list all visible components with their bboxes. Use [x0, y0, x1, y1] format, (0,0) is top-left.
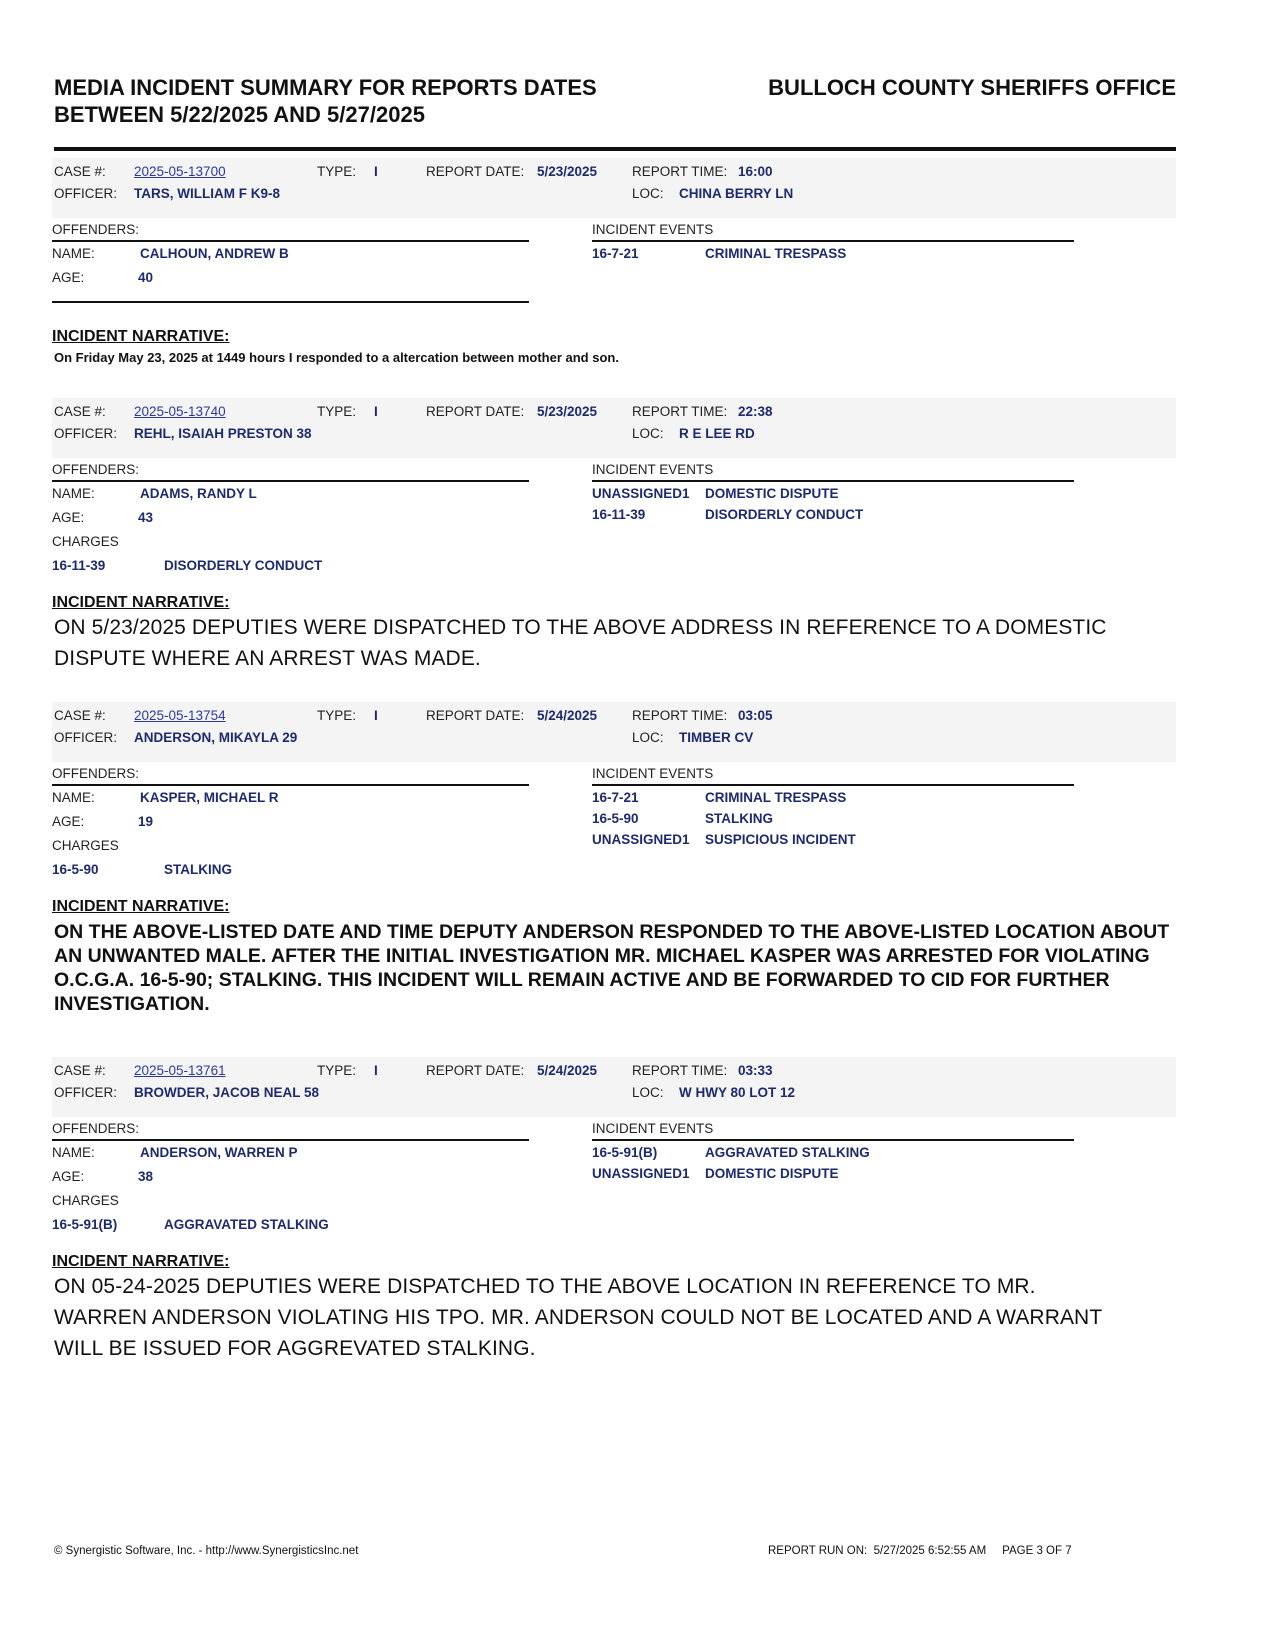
- loc-value: R E LEE RD: [679, 426, 755, 441]
- incident-events-rule: [592, 240, 1074, 242]
- incident-events-label: INCIDENT EVENTS: [592, 1121, 714, 1136]
- officer-value: REHL, ISAIAH PRESTON 38: [134, 426, 312, 441]
- report-date-value: 5/24/2025: [537, 1063, 598, 1078]
- report-date-value: 5/23/2025: [537, 164, 598, 179]
- event-code: UNASSIGNED1: [592, 1166, 690, 1181]
- report-title: [54, 74, 694, 128]
- offender-age: 38: [138, 1169, 154, 1184]
- report-time-label: REPORT TIME:: [632, 164, 728, 179]
- officer-label: OFFICER:: [54, 186, 117, 201]
- loc-value: CHINA BERRY LN: [679, 186, 794, 201]
- charge-code: 16-5-91(B): [52, 1217, 118, 1232]
- incident-events-rule: [592, 784, 1074, 786]
- narrative-heading: INCIDENT NARRATIVE:: [52, 1253, 230, 1270]
- case-number-link[interactable]: 2025-05-13740: [134, 404, 226, 419]
- event-code: 16-7-21: [592, 246, 639, 261]
- incident-events-label: INCIDENT EVENTS: [592, 462, 714, 477]
- case-number-link[interactable]: 2025-05-13761: [134, 1063, 226, 1078]
- incident-events-rule: [592, 1139, 1074, 1141]
- event-description: CRIMINAL TRESPASS: [705, 790, 847, 805]
- agency-name: BULLOCH COUNTY SHERIFFS OFFICE: [768, 75, 1176, 100]
- officer-label: OFFICER:: [54, 426, 117, 441]
- event-description: CRIMINAL TRESPASS: [705, 246, 847, 261]
- offenders-rule: [52, 784, 529, 786]
- report-time-value: 16:00: [738, 164, 773, 179]
- incident-events-rule: [592, 480, 1074, 482]
- type-label: TYPE:: [317, 164, 357, 179]
- loc-label: LOC:: [632, 186, 664, 201]
- type-value: I: [374, 404, 378, 419]
- narrative-text: ON 05-24-2025 DEPUTIES WERE DISPATCHED TO THE ABOVE LOCATION IN REFERENCE TO MR. WARREN ANDERSON VIOLATING HIS TPO. MR. ANDERSON COULD NOT BE LOCATED AND A WARRANT WILL BE ISSUED FOR AGGREVATED STALKING.: [54, 1275, 1102, 1360]
- offender-name: ANDERSON, WARREN P: [140, 1145, 298, 1160]
- case-label: CASE #:: [54, 404, 106, 419]
- age-label: AGE:: [52, 510, 85, 525]
- type-value: I: [374, 164, 378, 179]
- offenders-label: OFFENDERS:: [52, 462, 140, 477]
- offender-name: CALHOUN, ANDREW B: [140, 246, 289, 261]
- offender-name: KASPER, MICHAEL R: [140, 790, 279, 805]
- offender-age: 43: [138, 510, 154, 525]
- officer-label: OFFICER:: [54, 730, 117, 745]
- charge-description: AGGRAVATED STALKING: [164, 1217, 329, 1232]
- case-label: CASE #:: [54, 164, 106, 179]
- report-title-line1: MEDIA INCIDENT SUMMARY FOR REPORTS DATES: [54, 75, 597, 100]
- narrative-text: On Friday May 23, 2025 at 1449 hours I responded to a altercation between mother and son.: [54, 350, 619, 365]
- type-label: TYPE:: [317, 404, 357, 419]
- loc-label: LOC:: [632, 730, 664, 745]
- footer-report-run: REPORT RUN ON: 5/27/2025 6:52:55 AM PAGE 3 OF 7: [768, 1545, 1072, 1557]
- narrative-text: ON 5/23/2025 DEPUTIES WERE DISPATCHED TO THE ABOVE ADDRESS IN REFERENCE TO A DOMESTIC DISPUTE WHERE AN ARREST WAS MADE.: [54, 616, 1107, 670]
- event-description: DOMESTIC DISPUTE: [705, 486, 839, 501]
- event-code: 16-11-39: [592, 507, 646, 522]
- loc-value: W HWY 80 LOT 12: [679, 1085, 796, 1100]
- offenders-rule: [52, 480, 529, 482]
- event-code: UNASSIGNED1: [592, 832, 690, 847]
- narrative-heading: INCIDENT NARRATIVE:: [52, 328, 230, 345]
- name-label: NAME:: [52, 790, 95, 805]
- age-label: AGE:: [52, 270, 85, 285]
- charges-label: CHARGES: [52, 1193, 119, 1208]
- narrative-heading: INCIDENT NARRATIVE:: [52, 594, 230, 611]
- header-divider: [54, 147, 1176, 151]
- incident-record: [52, 702, 1176, 1042]
- report-date-label: REPORT DATE:: [426, 708, 525, 723]
- event-code: 16-5-90: [592, 811, 639, 826]
- report-date-label: REPORT DATE:: [426, 164, 525, 179]
- type-label: TYPE:: [317, 1063, 357, 1078]
- event-description: STALKING: [705, 811, 773, 826]
- name-label: NAME:: [52, 1145, 95, 1160]
- age-label: AGE:: [52, 814, 85, 829]
- loc-label: LOC:: [632, 426, 664, 441]
- type-value: I: [374, 708, 378, 723]
- age-label: AGE:: [52, 1169, 85, 1184]
- event-description: DOMESTIC DISPUTE: [705, 1166, 839, 1181]
- charge-description: STALKING: [164, 862, 232, 877]
- footer-copyright: © Synergistic Software, Inc. - http://www.SynergisticsInc.net: [54, 1545, 359, 1557]
- officer-value: BROWDER, JACOB NEAL 58: [134, 1085, 320, 1100]
- officer-value: ANDERSON, MIKAYLA 29: [134, 730, 298, 745]
- event-description: SUSPICIOUS INCIDENT: [705, 832, 856, 847]
- incident-record: [52, 398, 1176, 683]
- report-time-label: REPORT TIME:: [632, 708, 728, 723]
- event-code: UNASSIGNED1: [592, 486, 690, 501]
- incident-record: [52, 1057, 1176, 1397]
- loc-value: TIMBER CV: [679, 730, 754, 745]
- officer-label: OFFICER:: [54, 1085, 117, 1100]
- incident-events-label: INCIDENT EVENTS: [592, 222, 714, 237]
- report-time-label: REPORT TIME:: [632, 404, 728, 419]
- offenders-label: OFFENDERS:: [52, 222, 140, 237]
- report-time-value: 03:33: [738, 1063, 773, 1078]
- narrative-text: ON THE ABOVE-LISTED DATE AND TIME DEPUTY ANDERSON RESPONDED TO THE ABOVE-LISTED LOCATION ABOUT AN UNWANTED MALE. AFTER THE INITIAL INVESTIGATION MR. MICHAEL KASPER WAS ARRESTED FOR VIOLATING O.C.G.A. 16-5-90; STALKING. THIS INCIDENT WILL REMAIN ACTIVE AND BE FORWARDED TO CID FOR FURTHER INVESTIGATION.: [54, 921, 1170, 1015]
- event-code: 16-7-21: [592, 790, 639, 805]
- report-date-value: 5/23/2025: [537, 404, 598, 419]
- name-label: NAME:: [52, 246, 95, 261]
- narrative-heading: INCIDENT NARRATIVE:: [52, 898, 230, 915]
- type-label: TYPE:: [317, 708, 357, 723]
- charge-code: 16-5-90: [52, 862, 99, 877]
- offender-name: ADAMS, RANDY L: [140, 486, 257, 501]
- offenders-bottom-rule: [52, 301, 529, 303]
- event-code: 16-5-91(B): [592, 1145, 658, 1160]
- case-label: CASE #:: [54, 708, 106, 723]
- offender-age: 40: [138, 270, 154, 285]
- charge-description: DISORDERLY CONDUCT: [164, 558, 323, 573]
- incident-events-label: INCIDENT EVENTS: [592, 766, 714, 781]
- type-value: I: [374, 1063, 378, 1078]
- incident-record: [52, 158, 1176, 373]
- loc-label: LOC:: [632, 1085, 664, 1100]
- name-label: NAME:: [52, 486, 95, 501]
- offender-age: 19: [138, 814, 154, 829]
- report-date-label: REPORT DATE:: [426, 404, 525, 419]
- offenders-label: OFFENDERS:: [52, 766, 140, 781]
- report-date-value: 5/24/2025: [537, 708, 598, 723]
- offenders-rule: [52, 1139, 529, 1141]
- case-number-link[interactable]: 2025-05-13700: [134, 164, 226, 179]
- report-time-value: 03:05: [738, 708, 773, 723]
- report-title-line2: BETWEEN 5/22/2025 AND 5/27/2025: [54, 102, 425, 127]
- charge-code: 16-11-39: [52, 558, 106, 573]
- offenders-label: OFFENDERS:: [52, 1121, 140, 1136]
- report-time-value: 22:38: [738, 404, 773, 419]
- event-description: AGGRAVATED STALKING: [705, 1145, 870, 1160]
- event-description: DISORDERLY CONDUCT: [705, 507, 864, 522]
- case-label: CASE #:: [54, 1063, 106, 1078]
- charges-label: CHARGES: [52, 838, 119, 853]
- report-time-label: REPORT TIME:: [632, 1063, 728, 1078]
- case-number-link[interactable]: 2025-05-13754: [134, 708, 226, 723]
- report-date-label: REPORT DATE:: [426, 1063, 525, 1078]
- officer-value: TARS, WILLIAM F K9-8: [134, 186, 280, 201]
- offenders-rule: [52, 240, 529, 242]
- charges-label: CHARGES: [52, 534, 119, 549]
